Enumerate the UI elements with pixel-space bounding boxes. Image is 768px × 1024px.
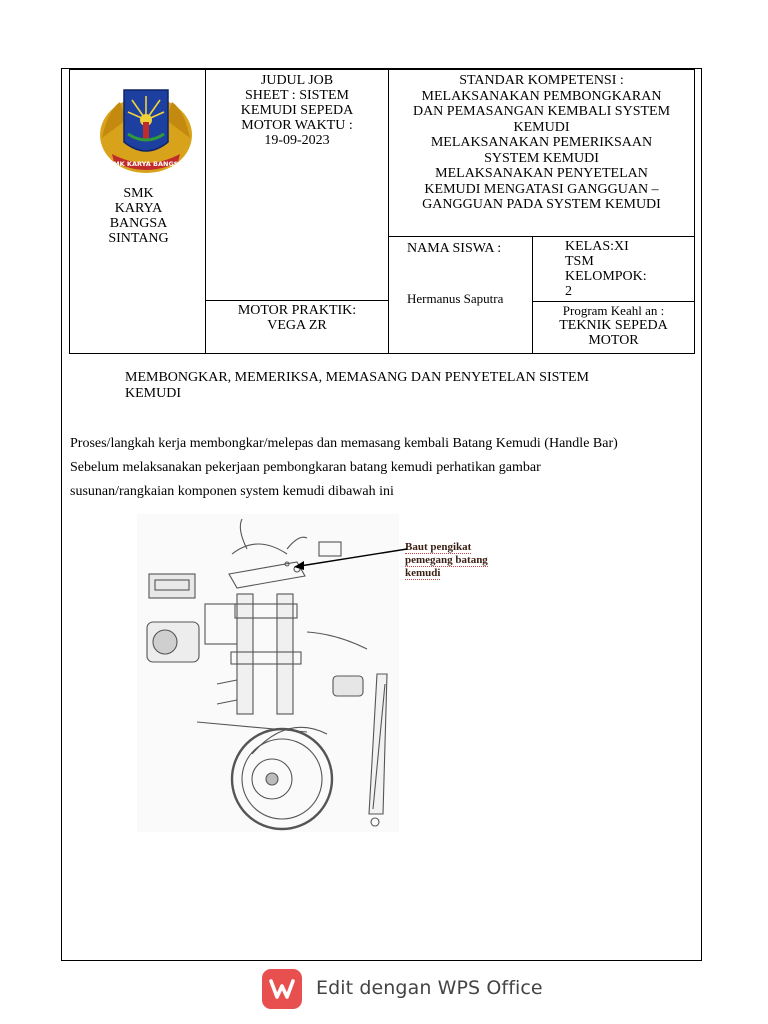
job-title-cell (205, 69, 389, 301)
class-label: KELAS:XI (565, 239, 629, 254)
motor-cell (205, 300, 389, 354)
group-value: 2 (565, 284, 572, 299)
school-name (70, 186, 207, 246)
school-name-line: SINTANG (108, 231, 169, 246)
program-label: Program Keahl an : (562, 303, 665, 318)
class-group-cell (532, 236, 695, 302)
job-title-line: KEMUDI SEPEDA (240, 103, 354, 118)
school-name-line: BANGSA (109, 216, 168, 231)
competency-line: DAN PEMASANGAN KEMBALI SYSTEM (412, 104, 671, 119)
instruction-paragraph (70, 432, 695, 504)
competency-line: KEMUDI (513, 119, 570, 135)
school-cell (69, 69, 206, 354)
wps-edit-link[interactable]: Edit dengan WPS Office (316, 977, 543, 999)
job-title-line: MOTOR WAKTU : (241, 118, 353, 133)
competency-line: GANGGUAN PADA SYSTEM KEMUDI (422, 197, 661, 212)
job-date: 19-09-2023 (264, 133, 330, 148)
school-name-line: SMK (123, 186, 154, 201)
wps-edit-banner[interactable] (0, 962, 768, 1024)
student-name-value: Hermanus Saputra (407, 291, 504, 306)
motor-value: VEGA ZR (267, 318, 327, 333)
paragraph-line: Sebelum melaksanakan pekerjaan pembongkaran batang kemudi perhatikan gambar (70, 460, 541, 475)
competency-line: SYSTEM KEMUDI (484, 150, 599, 166)
program-value-line: MOTOR (588, 333, 639, 348)
callout-line: kemudi (405, 567, 441, 579)
competency-line: MELAKSANAKAN PENYETELAN (435, 166, 648, 181)
callout-arrow (292, 544, 412, 574)
section-title-line: MEMBONGKAR, MEMERIKSA, MEMASANG DAN PENYETELAN SISTEM (125, 370, 589, 385)
competency-line: MELAKSANAKAN PEMERIKSAAN (430, 135, 653, 150)
job-sheet-page (61, 68, 702, 961)
competency-line: KEMUDI MENGATASI GANGGUAN – (424, 181, 659, 197)
competency-line: MELAKSANAKAN PEMBONGKARAN (421, 88, 662, 104)
student-name-cell (388, 236, 533, 354)
section-title (125, 370, 665, 402)
program-cell (532, 301, 695, 354)
class-major: TSM (565, 254, 594, 269)
bolt-callout (405, 541, 515, 580)
school-logo (98, 80, 194, 176)
program-value-line: TEKNIK SEPEDA (559, 318, 668, 333)
wps-office-icon[interactable] (262, 969, 302, 1009)
paragraph-line: Proses/langkah kerja membongkar/melepas dan memasang kembali Batang Kemudi (Handle Bar) (70, 436, 618, 451)
callout-line: Baut pengikat (405, 541, 472, 553)
job-title-line: JUDUL JOB (260, 73, 334, 88)
section-title-line: KEMUDI (125, 386, 181, 401)
school-name-line: KARYA (114, 201, 163, 216)
motor-label: MOTOR PRAKTIK: (237, 303, 357, 318)
job-title-line: SHEET : SISTEM (245, 88, 349, 103)
competency-standard-cell (388, 69, 695, 237)
logo-ribbon-text: SMK KARYA BANGSA (108, 160, 184, 168)
callout-line: pemegang batang (405, 554, 488, 566)
group-label: KELOMPOK: (565, 269, 647, 284)
student-name-label: NAMA SISWA : (407, 241, 502, 256)
competency-line: STANDAR KOMPETENSI : (459, 73, 624, 88)
paragraph-line: susunan/rangkaian komponen system kemudi dibawah ini (70, 484, 394, 499)
header-table (62, 69, 700, 355)
